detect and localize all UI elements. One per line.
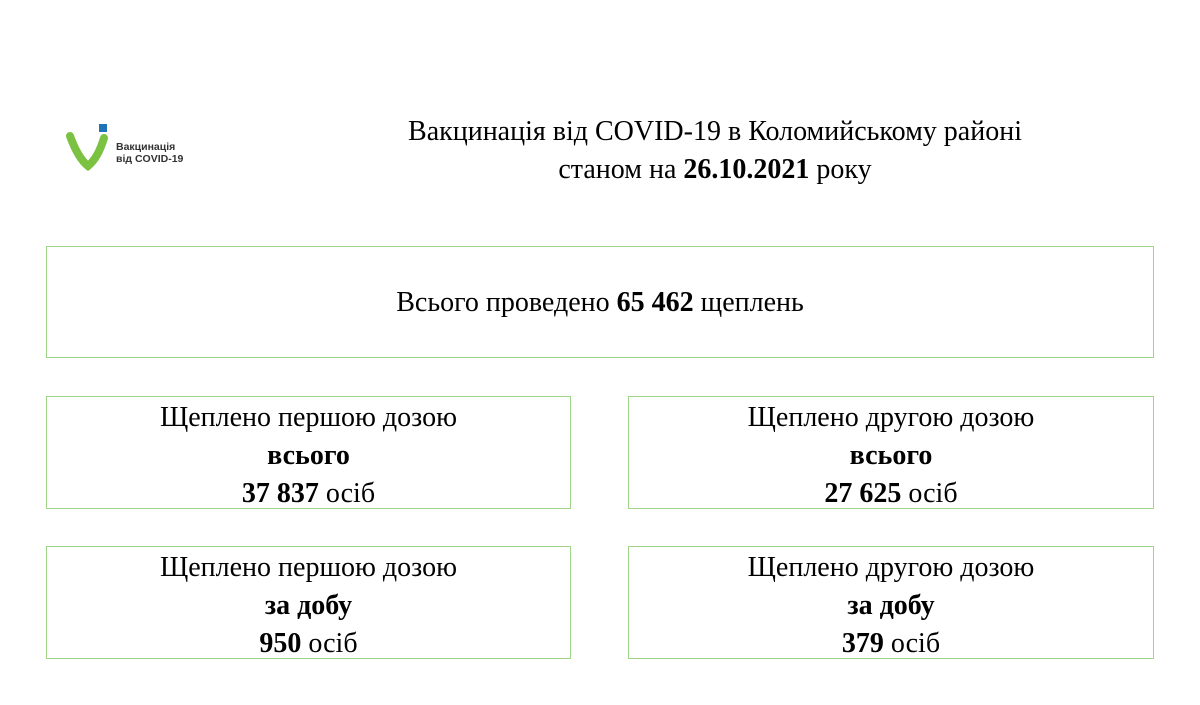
card-value-line — [629, 475, 1153, 513]
title-date-prefix: станом на — [558, 154, 677, 185]
card-value: 950 — [259, 628, 302, 659]
total-vaccinations-box — [46, 246, 1154, 358]
title-line-2 — [300, 151, 1130, 189]
total-suffix: щеплень — [700, 287, 804, 318]
logo-text — [116, 141, 183, 165]
logo-line-2: від COVID-19 — [116, 153, 184, 165]
vaccination-logo-icon — [66, 122, 114, 172]
first-dose-total-card — [46, 396, 571, 509]
card-unit: осіб — [308, 628, 358, 659]
total-prefix: Всього проведено — [396, 287, 610, 318]
second-dose-total-card — [628, 396, 1154, 509]
card-value-line — [629, 625, 1153, 663]
card-period: всього — [849, 440, 933, 471]
card-unit: осіб — [908, 478, 958, 509]
card-unit: осіб — [325, 478, 376, 509]
card-value-line — [47, 625, 570, 663]
page-title — [300, 113, 1130, 189]
card-value: 37 837 — [241, 478, 319, 509]
title-date-suffix: року — [816, 154, 872, 185]
card-title: Щеплено першою дозою — [160, 402, 457, 433]
total-value: 65 462 — [616, 287, 694, 318]
card-title: Щеплено другою дозою — [747, 402, 1035, 433]
title-line-1: Вакцинація від COVID-19 в Коломийському районі — [408, 116, 1022, 147]
second-dose-day-card — [628, 546, 1154, 659]
card-period: за добу — [847, 590, 935, 621]
card-value: 379 — [841, 628, 884, 659]
title-date: 26.10.2021 — [683, 154, 810, 185]
card-value-line — [47, 475, 570, 513]
vaccination-logo — [66, 122, 206, 172]
card-period: всього — [267, 440, 350, 471]
logo-line-1: Вакцинація — [116, 141, 176, 153]
card-title: Щеплено другою дозою — [747, 552, 1035, 583]
card-value: 27 625 — [824, 478, 902, 509]
total-line — [47, 284, 1153, 322]
first-dose-day-card — [46, 546, 571, 659]
card-title: Щеплено першою дозою — [160, 552, 457, 583]
card-unit: осіб — [890, 628, 941, 659]
card-period: за добу — [264, 590, 353, 621]
